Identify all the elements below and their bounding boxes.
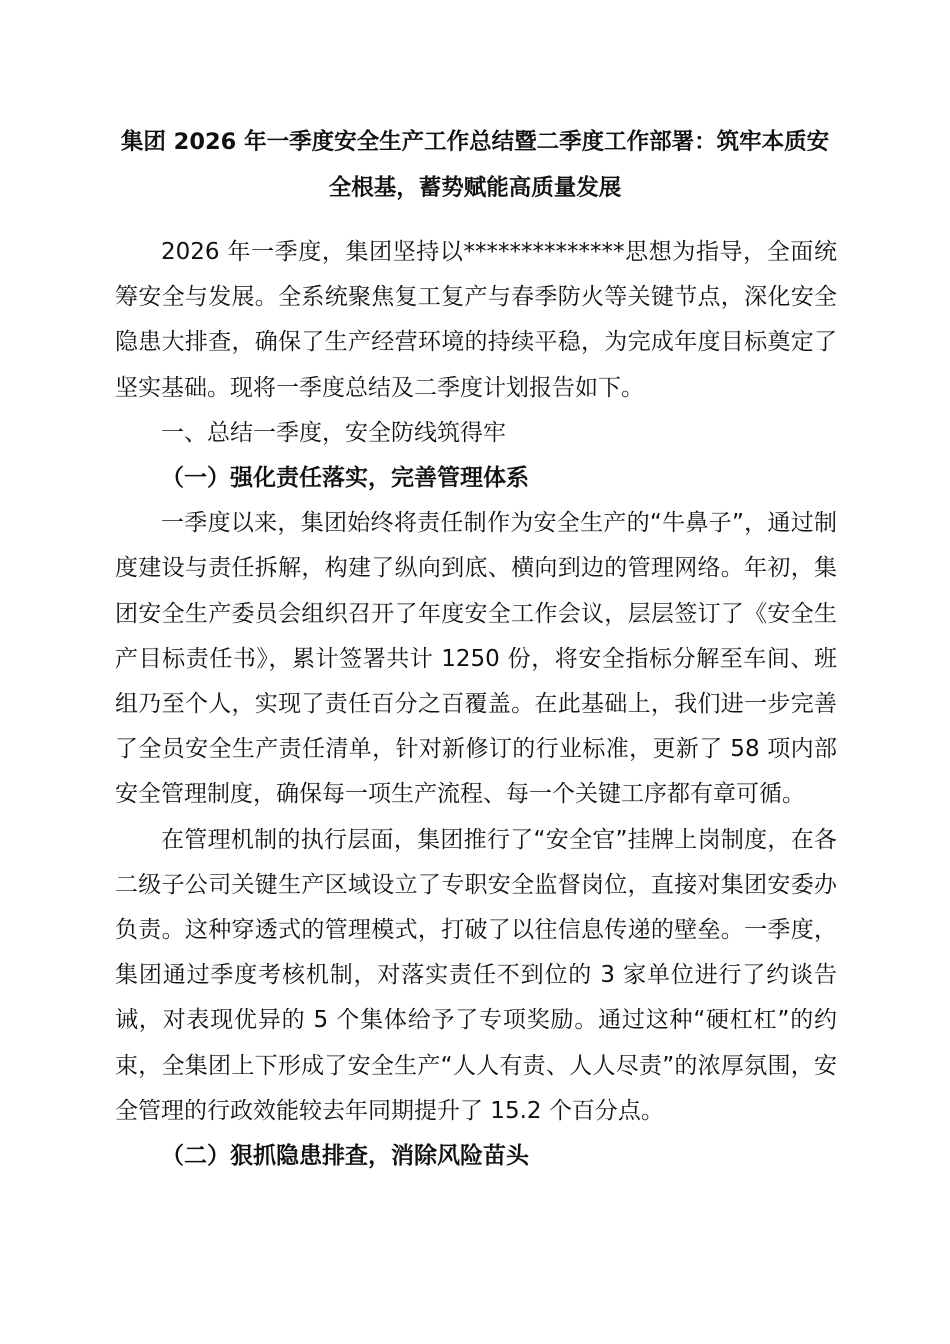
subsection-1-paragraph-2: 在管理机制的执行层面，集团推行了“安全官”挂牌上岗制度，在各二级子公司关键生产区域设立了专职安全监督岗位，直接对集团安委办负责。这种穿透式的管理模式，打破了以往信息传递的壁垒。一季度，集团通过季度考核机制，对落实责任不到位的 3 家单位进行了约谈告诫，对表现优异的 5 个集体给予了专项奖励。通过这种“硬杠杠”的约束，全集团上下形成了安全生产“人人有责、人人尽责”的浓厚氛围，安全管理的行政效能较去年同期提升了 15.2 个百分点。 — [115, 826, 837, 1124]
intro-paragraph: 2026 年一季度，集团坚持以**************思想为指导，全面统筹安全与发展。全系统聚焦复工复产与春季防火等关键节点，深化安全隐患大排查，确保了生产经营环境的持续平稳，为完成年度目标奠定了坚实基础。现将一季度总结及二季度计划报告如下。 — [115, 239, 837, 401]
document-body — [115, 230, 837, 1179]
subsection-heading-2: （二）狠抓隐患排查，消除风险苗头 — [161, 1143, 529, 1170]
subsection-heading-1: （一）强化责任落实，完善管理体系 — [161, 465, 529, 492]
subsection-1-paragraph-1: 一季度以来，集团始终将责任制作为安全生产的“牛鼻子”，通过制度建设与责任拆解，构建了纵向到底、横向到边的管理网络。年初，集团安全生产委员会组织召开了年度安全工作会议，层层签订了《安全生产目标责任书》，累计签署共计 1250 份，将安全指标分解至车间、班组乃至个人，实现了责任百分之百覆盖。在此基础上，我们进一步完善了全员安全生产责任清单，针对新修订的行业标准，更新了 58 项内部安全管理制度，确保每一项生产流程、每一个关键工序都有章可循。 — [115, 510, 837, 808]
document-title: 集团 2026 年一季度安全生产工作总结暨二季度工作部署：筑牢本质安全根基，蓄势赋能高质量发展 — [120, 129, 830, 201]
section-heading-1: 一、总结一季度，安全防线筑得牢 — [161, 419, 506, 446]
